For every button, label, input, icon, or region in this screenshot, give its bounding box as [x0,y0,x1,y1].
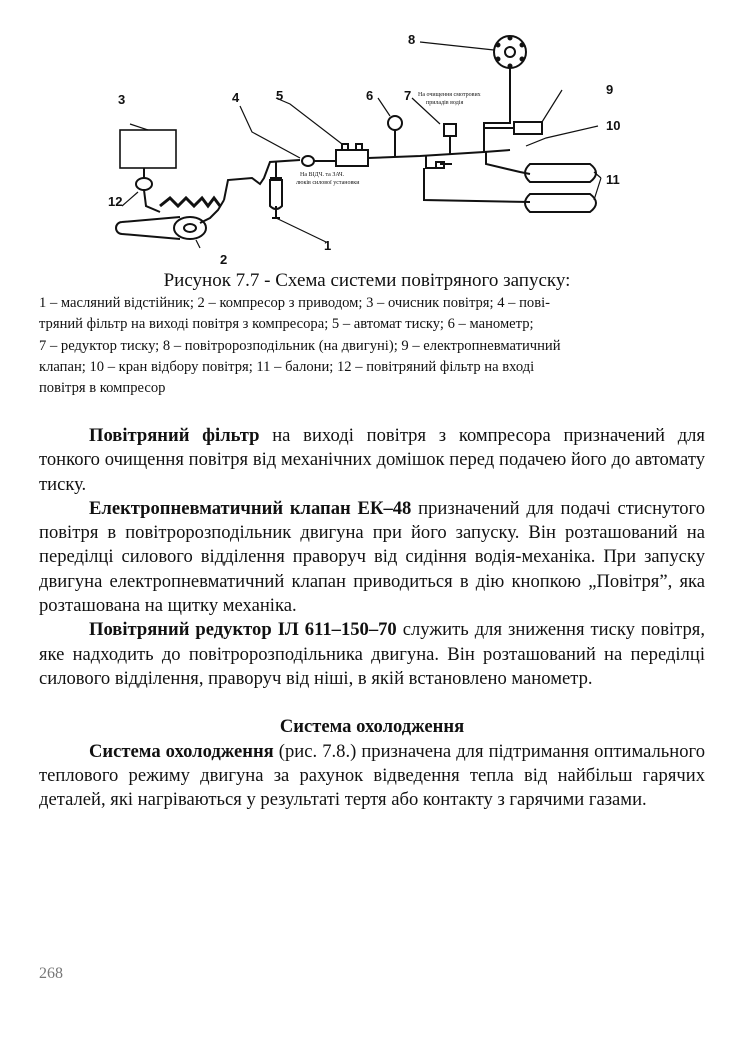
paragraph-air-reducer: Повітряний редуктор ІЛ 611–150–70 служить для зниження тиску повітря, яке надходить до повітророзподільника двигуна. Він розташований на переділці силового відділення, праворуч від ніші, в якій встановлено манометр. [39,619,705,689]
manometer [388,116,402,130]
legend-line: клапан; 10 – кран відбору повітря; 11 – балони; 12 – повітряний фільтр на вході [39,358,535,375]
label-7: 7 [404,88,412,103]
pipe-to-cylinders [486,152,530,174]
legend-line: 1 – масляний відстійник; 2 – компресор з приводом; 3 – очисник повітря; 4 – пові- [39,295,551,311]
paragraph-ek48-valve: Електропневматичний клапан ЕК–48 призначений для подачі стиснутого повітря в повітророзподільник двигуна при його запуску. Він розташований на переділці силового відділення праворуч від сидіння водія-механіка. При запуску двигуна електропневматичний клапан приводиться в дію кнопкою „Повітря”, яка розташована на щитку механіка. [39,497,705,617]
electropneumatic-valve [514,122,542,134]
term: Повітряний фільтр [89,425,260,446]
inlet-filter [136,178,152,190]
paragraph-cooling-system: Система охолодження (рис. 7.8.) призначена для підтримання оптимального теплового режиму двигуна за рахунок відведення тепла від найбільш гарячих деталей, які нагріваються у результаті тертя або контакту з гарячими газами. [39,740,705,811]
air-distributor [494,36,526,68]
main-text [39,424,705,812]
label-4: 4 [232,90,240,105]
term: Електропневматичний клапан ЕК–48 [89,497,412,519]
figure-legend [39,293,699,399]
label-12: 12 [108,194,123,209]
paragraph-air-filter: Повітряний фільтр на виході повітря з компресора призначений для тонкого очищення повітря від механічних домішок перед подачею його до автомату тиску. [39,425,705,495]
air-cylinder-bottom [525,194,596,212]
label-11: 11 [606,172,620,187]
pipe-compressor-to-filter [224,160,300,200]
note-top: На очищення смотрових приладів водія [418,92,481,106]
compressor-belt [116,217,180,239]
compressor-coils [160,198,220,206]
air-cylinder-top [525,164,596,182]
outlet-filter [302,156,314,166]
air-start-system-diagram [100,28,640,268]
label-8: 8 [408,32,416,47]
label-5: 5 [276,88,284,103]
pressure-reducer [444,124,456,136]
compressor-wheel [174,217,206,239]
note-bottom: На ВІДЧ. та ЗАЧ. люків силової установки [296,172,360,186]
label-1: 1 [324,238,332,253]
air-cleaner-box [120,130,176,168]
oil-separator [270,180,282,209]
label-6: 6 [366,88,374,103]
legend-line: 7 – редуктор тиску; 8 – повітророзподільник (на двигуні); 9 – електропневматичний [39,337,561,354]
label-3: 3 [118,92,126,107]
label-9: 9 [606,82,614,97]
main-air-line [314,150,510,161]
pressure-automat [336,150,368,166]
section-heading: Система охолодження [279,716,465,738]
label-2: 2 [220,252,228,267]
legend-line: повітря в компресор [39,380,166,397]
figure-caption-title: Рисунок 7.7 - Схема системи повітряного запуску: [163,270,571,291]
term: Система охолодження [89,740,274,762]
legend-line: тряний фільтр на виході повітря з компресора; 5 – автомат тиску; 6 – манометр; [39,316,534,333]
label-10: 10 [606,118,621,133]
term: Повітряний редуктор ІЛ 611–150–70 [89,619,397,641]
page-number: 268 [39,965,63,982]
